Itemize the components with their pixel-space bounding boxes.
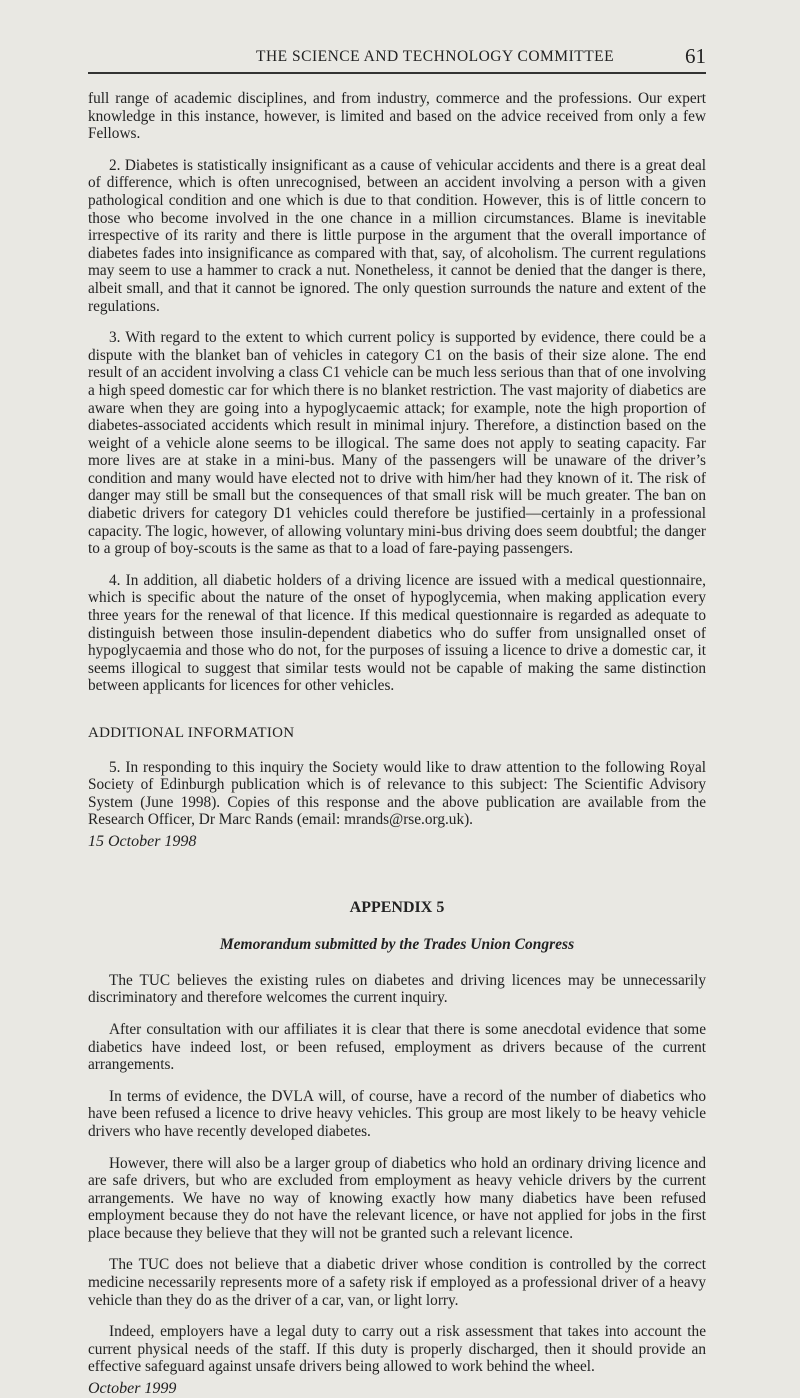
paragraph: 3. With regard to the extent to which current policy is supported by evidence, there could be a dispute with the blanket ban of vehicles in category C1 on the basis of their size alone. The end result of an accident involving a class C1 vehicle can be much less serious than that of one involving a high speed domestic car for which there is no blanket restriction. The vast majority of diabetics are aware when they are going into a hypoglycaemic attack; for example, note the high proportion of diabetes-associated accidents which result in minimal injury. Therefore, a distinction based on the weight of a vehicle alone seems to be illogical. The same does not apply to seating capacity. Far more lives are at stake in a mini-bus. Many of the passengers will be unaware of the driver’s condition and many would have elected not to drive with him/her had they known of it. The risk of danger may still be small but the consequences of that small risk will be much greater. The ban on diabetic drivers for category D1 vehicles could therefore be justified—certainly in a professional capacity. The logic, however, of allowing voluntary mini-bus driving does seem doubtful; the danger to a group of boy-scouts is the same as that to a load of fare-paying passengers. (88, 329, 706, 558)
date: 15 October 1998 (88, 832, 197, 850)
section-heading: ADDITIONAL INFORMATION (88, 725, 295, 741)
page-number: 61 (685, 44, 706, 68)
paragraph: In terms of evidence, the DVLA will, of course, have a record of the number of diabetics who have been refused a licence to drive heavy vehicles. This group are most likely to be heavy vehicle drivers who have recently developed diabetes. (88, 1087, 706, 1140)
paragraph: 5. In responding to this inquiry the Society would like to draw attention to the following Royal Society of Edinburgh publication which is of relevance to this subject: The Scientific Advisory System (June 1998). Copies of this response and the above publication are available from the Research Officer, Dr Marc Rands (email: mrands@rse.org.uk). (88, 758, 706, 829)
paragraph: The TUC believes the existing rules on diabetes and driving licences may be unnecessarily discriminatory and therefore welcomes the current inquiry. (88, 971, 706, 1007)
page-header (88, 44, 706, 74)
paragraph: 2. Diabetes is statistically insignificant as a cause of vehicular accidents and there is a great deal of difference, which is often unrecognised, between an accident involving a person with a given pathological condition and one which is due to that condition. However, this is of little concern to those who become involved in the one chance in a million circumstances. Blame is inevitable irrespective of its rarity and there is little purpose in the argument that the overall importance of diabetes fades into insignificance as compared with that, say, of alcoholism. The current regulations may seem to use a hammer to crack a nut. Nonetheless, it cannot be denied that the danger is there, albeit small, and that it cannot be ignored. The only question surrounds the nature and extent of the regulations. (88, 156, 706, 315)
paragraph: full range of academic disciplines, and from industry, commerce and the professions. Our expert knowledge in this instance, however, is limited and based on the advice received from only a few Fellows. (88, 90, 706, 143)
paragraph: 4. In addition, all diabetic holders of a driving licence are issued with a medical questionnaire, which is specific about the nature of the onset of hypoglycemia, when making application every three years for the renewal of that licence. If this medical questionnaire is regarded as adequate to distinguish between those insulin-dependent diabetics who do suffer from unsignalled onset of hypoglycaemia and those who do not, for the purposes of issuing a licence to drive a domestic car, it seems illogical to suggest that similar tests would not be capable of making the same distinction between applicants for licences for other vehicles. (88, 571, 706, 695)
page-body (88, 90, 706, 1398)
memorandum-title: Memorandum submitted by the Trades Union Congress (219, 936, 575, 954)
running-title: THE SCIENCE AND TECHNOLOGY COMMITTEE (256, 48, 615, 65)
paragraph: However, there will also be a larger group of diabetics who hold an ordinary driving licence and are safe drivers, but who are excluded from employment as heavy vehicle drivers by the current arrangements. We have no way of knowing exactly how many diabetics have been refused employment because they do not have the relevant licence, or have not applied for jobs in the first place because they believe that they will not be granted such a relevant licence. (88, 1154, 706, 1242)
paragraph: The TUC does not believe that a diabetic driver whose condition is controlled by the correct medicine necessarily represents more of a safety risk if employed as a professional driver of a heavy vehicle than they do as the driver of a car, van, or light lorry. (88, 1256, 706, 1309)
paragraph: Indeed, employers have a legal duty to carry out a risk assessment that takes into account the current physical needs of the staff. If this duty is properly discharged, then it should provide an effective safeguard against unsafe drivers being allowed to work behind the wheel. (88, 1323, 706, 1376)
appendix-title: APPENDIX 5 (349, 898, 445, 916)
date: October 1999 (88, 1380, 177, 1398)
paragraph: After consultation with our affiliates it is clear that there is some anecdotal evidence that some diabetics have indeed lost, or been refused, employment as drivers because of the current arrangements. (88, 1020, 706, 1074)
